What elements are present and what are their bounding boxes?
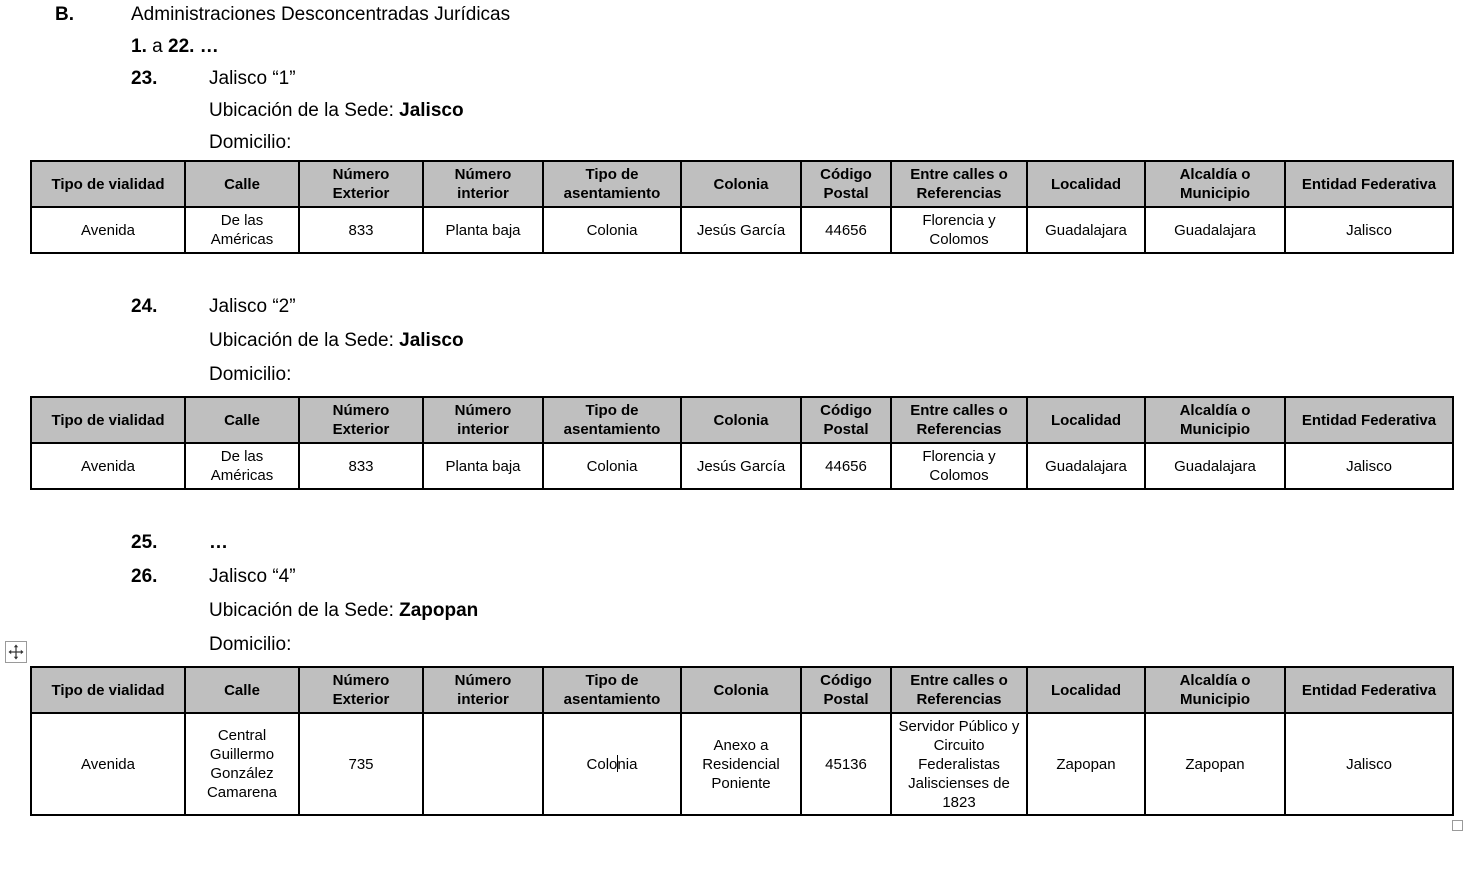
cell-codigo-postal[interactable]: 44656	[801, 443, 891, 489]
header-calle: Calle	[185, 667, 299, 713]
range-ellipsis: …	[199, 36, 219, 57]
header-localidad: Localidad	[1027, 667, 1145, 713]
header-entre-calles: Entre calles o Referencias	[891, 397, 1027, 443]
header-numero-interior: Número interior	[423, 667, 543, 713]
header-row	[31, 397, 1453, 443]
header-numero-exterior: Número Exterior	[299, 397, 423, 443]
cell-numero-interior[interactable]: Planta baja	[423, 207, 543, 253]
sede-label: Ubicación de la Sede:	[209, 600, 394, 621]
cell-colonia[interactable]: Jesús García	[681, 207, 801, 253]
address-table	[30, 396, 1454, 490]
header-codigo-postal: Código Postal	[801, 667, 891, 713]
cell-localidad[interactable]: Guadalajara	[1027, 207, 1145, 253]
table-row	[31, 713, 1453, 815]
sede-value: Jalisco	[399, 330, 464, 351]
entry-name: Jalisco “2”	[209, 296, 296, 317]
domicilio-label: Domicilio:	[209, 364, 292, 385]
cell-calle[interactable]: Central Guillermo González Camarena	[185, 713, 299, 815]
entry-number: 24.	[131, 296, 158, 317]
cell-localidad[interactable]: Zapopan	[1027, 713, 1145, 815]
table-resize-handle[interactable]	[1452, 820, 1463, 831]
cell-numero-exterior[interactable]: 735	[299, 713, 423, 815]
cell-alcaldia-municipio[interactable]: Guadalajara	[1145, 207, 1285, 253]
header-codigo-postal: Código Postal	[801, 161, 891, 207]
cell-numero-exterior[interactable]: 833	[299, 443, 423, 489]
cell-numero-exterior[interactable]: 833	[299, 207, 423, 253]
sede-label: Ubicación de la Sede:	[209, 330, 394, 351]
move-arrows-icon	[8, 644, 24, 660]
cell-entidad-federativa[interactable]: Jalisco	[1285, 713, 1453, 815]
header-numero-interior: Número interior	[423, 397, 543, 443]
header-colonia: Colonia	[681, 667, 801, 713]
cell-alcaldia-municipio[interactable]: Zapopan	[1145, 713, 1285, 815]
sede-line	[209, 330, 464, 352]
header-tipo-vialidad: Tipo de vialidad	[31, 667, 185, 713]
header-colonia: Colonia	[681, 397, 801, 443]
header-entidad-federativa: Entidad Federativa	[1285, 161, 1453, 207]
header-codigo-postal: Código Postal	[801, 397, 891, 443]
header-tipo-asentamiento: Tipo de asentamiento	[543, 397, 681, 443]
cell-tipo-asentamiento[interactable]: Colonia	[543, 207, 681, 253]
cell-codigo-postal[interactable]: 44656	[801, 207, 891, 253]
header-tipo-vialidad: Tipo de vialidad	[31, 397, 185, 443]
header-alcaldia-municipio: Alcaldía o Municipio	[1145, 161, 1285, 207]
cell-calle[interactable]: De las Américas	[185, 207, 299, 253]
header-numero-exterior: Número Exterior	[299, 667, 423, 713]
header-localidad: Localidad	[1027, 397, 1145, 443]
cell-numero-interior[interactable]: Planta baja	[423, 443, 543, 489]
sede-line	[209, 100, 464, 122]
cell-alcaldia-municipio[interactable]: Guadalajara	[1145, 443, 1285, 489]
header-entre-calles: Entre calles o Referencias	[891, 667, 1027, 713]
cell-colonia[interactable]: Anexo a Residencial Poniente	[681, 713, 801, 815]
section-letter: B.	[55, 4, 74, 25]
cell-tipo-vialidad[interactable]: Avenida	[31, 443, 185, 489]
cell-entidad-federativa[interactable]: Jalisco	[1285, 207, 1453, 253]
cell-tipo-asentamiento[interactable]: Colonia	[543, 713, 681, 815]
header-alcaldia-municipio: Alcaldía o Municipio	[1145, 397, 1285, 443]
cell-colonia[interactable]: Jesús García	[681, 443, 801, 489]
domicilio-label: Domicilio:	[209, 634, 292, 655]
cell-entre-calles[interactable]: Florencia y Colomos	[891, 207, 1027, 253]
entry-name: Jalisco “1”	[209, 68, 296, 89]
header-numero-interior: Número interior	[423, 161, 543, 207]
cell-calle[interactable]: De las Américas	[185, 443, 299, 489]
table-row	[31, 443, 1453, 489]
sede-line	[209, 600, 478, 622]
header-entidad-federativa: Entidad Federativa	[1285, 667, 1453, 713]
cell-entre-calles[interactable]: Servidor Público y Circuito Federalistas Jaliscienses de 1823	[891, 713, 1027, 815]
address-table	[30, 666, 1454, 816]
header-tipo-asentamiento: Tipo de asentamiento	[543, 161, 681, 207]
entry-number: 23.	[131, 68, 158, 89]
header-row	[31, 667, 1453, 713]
cell-codigo-postal[interactable]: 45136	[801, 713, 891, 815]
text-cursor	[617, 755, 618, 772]
header-entidad-federativa: Entidad Federativa	[1285, 397, 1453, 443]
entry-number: 26.	[131, 566, 158, 587]
entry-name: Jalisco “4”	[209, 566, 296, 587]
header-alcaldia-municipio: Alcaldía o Municipio	[1145, 667, 1285, 713]
cell-tipo-vialidad[interactable]: Avenida	[31, 713, 185, 815]
cell-entre-calles[interactable]: Florencia y Colomos	[891, 443, 1027, 489]
header-numero-exterior: Número Exterior	[299, 161, 423, 207]
domicilio-label: Domicilio:	[209, 132, 292, 153]
range-connector: a	[152, 36, 163, 57]
entry-ellipsis: …	[209, 532, 228, 553]
address-table	[30, 160, 1454, 254]
header-tipo-asentamiento: Tipo de asentamiento	[543, 667, 681, 713]
sede-label: Ubicación de la Sede:	[209, 100, 394, 121]
entry-number: 25.	[131, 532, 158, 553]
header-calle: Calle	[185, 397, 299, 443]
sede-value: Zapopan	[399, 600, 479, 621]
cell-entidad-federativa[interactable]: Jalisco	[1285, 443, 1453, 489]
table-move-handle[interactable]	[5, 641, 27, 663]
cell-numero-interior[interactable]	[423, 713, 543, 815]
header-calle: Calle	[185, 161, 299, 207]
header-colonia: Colonia	[681, 161, 801, 207]
header-row	[31, 161, 1453, 207]
section-title: Administraciones Desconcentradas Jurídicas	[131, 4, 511, 25]
cell-localidad[interactable]: Guadalajara	[1027, 443, 1145, 489]
sede-value: Jalisco	[399, 100, 464, 121]
table-row	[31, 207, 1453, 253]
header-tipo-vialidad: Tipo de vialidad	[31, 161, 185, 207]
cell-tipo-vialidad[interactable]: Avenida	[31, 207, 185, 253]
header-localidad: Localidad	[1027, 161, 1145, 207]
header-entre-calles: Entre calles o Referencias	[891, 161, 1027, 207]
range-item	[131, 36, 219, 58]
range-from: 1.	[131, 36, 147, 57]
range-to: 22.	[168, 36, 195, 57]
cell-tipo-asentamiento[interactable]: Colonia	[543, 443, 681, 489]
